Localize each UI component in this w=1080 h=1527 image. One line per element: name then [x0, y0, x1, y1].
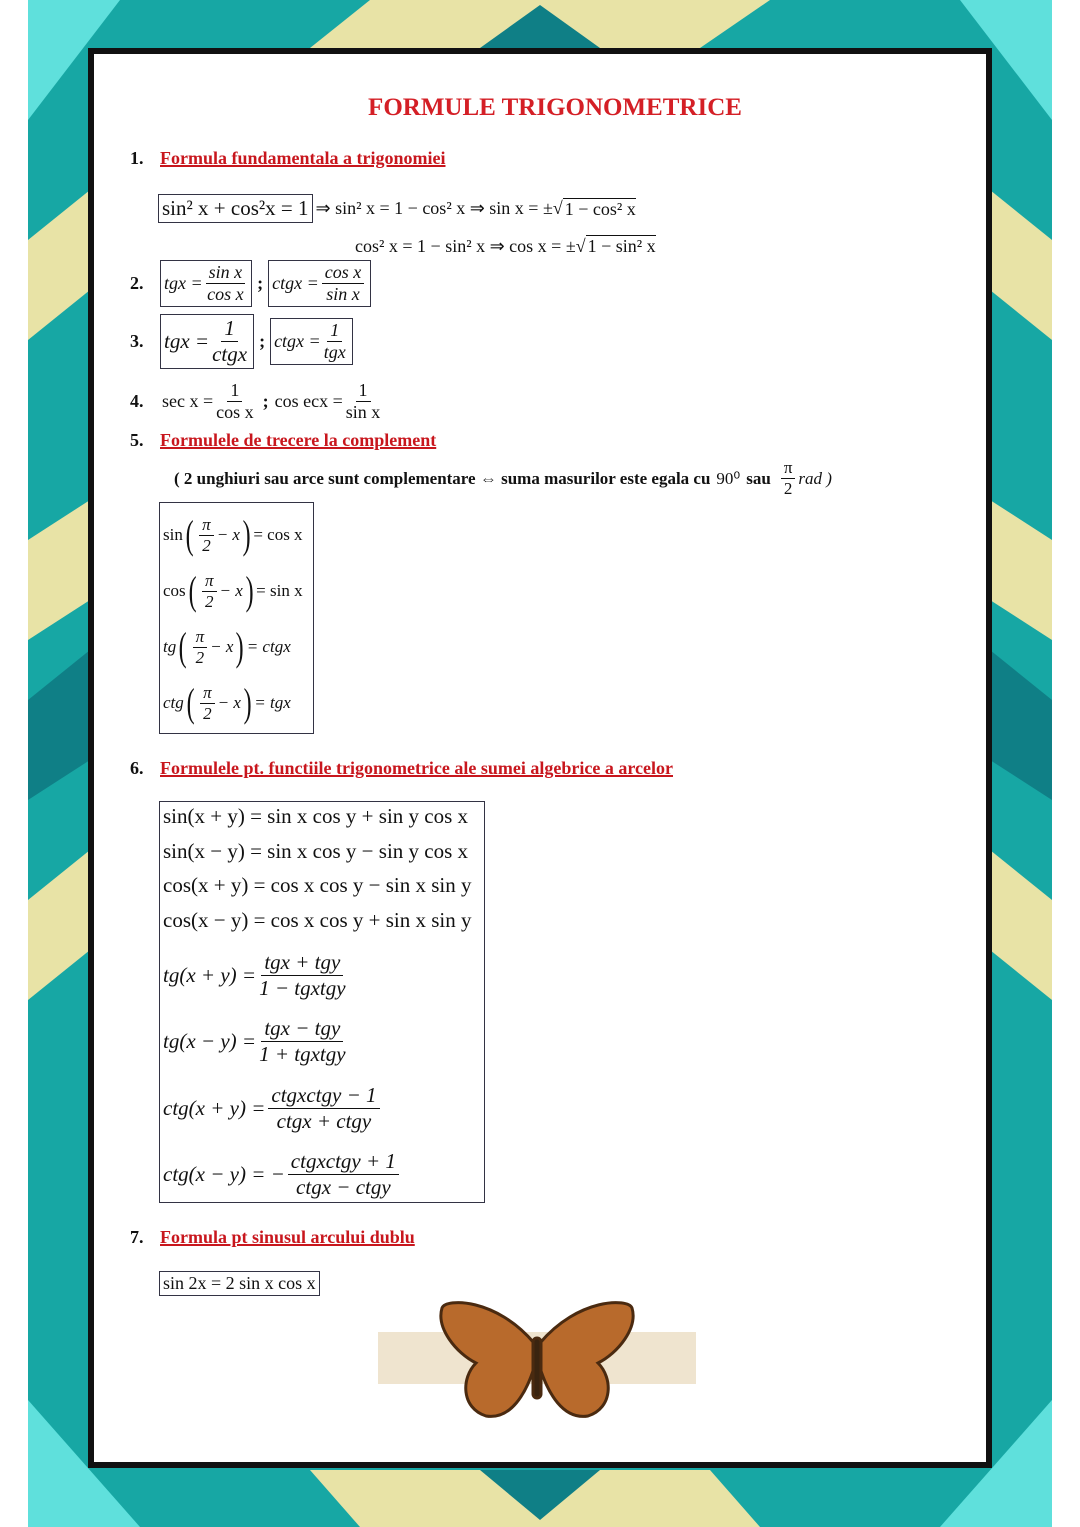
numerator: ctgxctgy + 1	[288, 1149, 399, 1175]
section-heading: Formulele pt. functiile trigonometrice ale sumei algebrice a arcelor	[160, 758, 673, 778]
sum-formula: sin(x + y) = sin x cos y + sin y cos x	[163, 804, 469, 828]
numerator: tgx − tgy	[261, 1016, 343, 1042]
denominator: 2	[205, 591, 214, 611]
fraction	[206, 262, 246, 305]
fundamental-formula-cos	[355, 235, 656, 257]
numerator: tgx + tgy	[261, 950, 343, 976]
sum-formula: cos(x + y) = cos x cos y − sin x sin y	[163, 873, 472, 897]
formula-result: = ctgx	[246, 637, 291, 656]
numerator: π	[193, 627, 208, 648]
sum-formula: cos(x − y) = cos x cos y + sin x sin y	[163, 907, 472, 932]
fraction	[193, 627, 208, 668]
numerator: 1	[227, 380, 242, 402]
fraction	[212, 316, 247, 367]
section-number: 5.	[130, 430, 144, 450]
denominator: 2	[195, 647, 205, 667]
note-text: ( 2 unghiuri sau arce sunt complementare ⇔ suma masurilor este egala cu	[174, 468, 711, 488]
section-heading: Formulele de trecere la complement	[160, 430, 437, 450]
complement-formulas-box	[159, 502, 314, 734]
formula-lhs: tg(x + y) =	[163, 962, 257, 987]
formula-box: sin 2x = 2 sin x cos x	[159, 1271, 320, 1296]
section-number: 3.	[130, 331, 144, 351]
fraction	[216, 380, 254, 423]
formula-text: − x	[217, 693, 241, 712]
formula-text: cos² x = 1 − sin² x ⇒ cos x = ±√	[355, 235, 586, 256]
sum-formula-fraction	[163, 1075, 481, 1142]
formula-lhs: sec x =	[162, 391, 214, 411]
sum-formula-fraction	[163, 1142, 481, 1209]
function-name: sin	[163, 525, 183, 544]
page-title: FORMULE TRIGONOMETRICE	[368, 94, 742, 121]
denominator: cos x	[216, 402, 254, 422]
fraction	[324, 320, 346, 363]
complement-formula: cos ( $\frac{\pi}{2}$ − x ) = sin x	[163, 568, 303, 613]
numerator: π	[202, 571, 217, 592]
section-number: 1.	[130, 148, 144, 168]
fraction	[288, 1149, 399, 1200]
formula-result: = cos x	[253, 525, 303, 544]
numerator: ctgxctgy − 1	[268, 1083, 379, 1109]
denominator: 1 − tgxtgy	[259, 975, 346, 1000]
function-name: cos	[163, 581, 186, 600]
denominator: 2	[783, 479, 793, 498]
formula-lhs: ctgx =	[272, 273, 319, 293]
function-name: tg	[163, 637, 177, 656]
fraction	[268, 1083, 379, 1134]
section-number: 7.	[130, 1227, 144, 1247]
numerator: sin x	[206, 262, 246, 284]
section-number: 4.	[130, 391, 144, 411]
note-rad: rad )	[798, 468, 832, 488]
numerator: 1	[327, 320, 342, 342]
section-number: 2.	[130, 273, 144, 293]
numerator: 1	[356, 380, 371, 402]
complement-formula: sin ( $\frac{\pi}{2}$ − x ) = cos x	[163, 512, 303, 557]
section-6-header	[130, 758, 673, 779]
section-7-header	[130, 1227, 415, 1248]
denominator: 1 + tgxtgy	[259, 1042, 346, 1067]
formula-text: ⇒ sin² x = 1 − cos² x ⇒ sin x = ±√	[315, 198, 563, 218]
section-1-header	[130, 148, 446, 169]
numerator: 1	[221, 316, 238, 342]
separator: ;	[257, 273, 264, 293]
denominator: ctgx + ctgy	[276, 1108, 372, 1133]
denominator: sin x	[326, 284, 360, 304]
section-heading: Formula fundamentala a trigonomiei	[160, 148, 446, 168]
radicand: 1 − sin² x	[587, 236, 656, 256]
formula-lhs: tg(x − y) =	[163, 1029, 257, 1054]
note-text: sau	[746, 468, 771, 488]
formula-box: sin² x + cos²x = 1	[158, 194, 313, 223]
section-3	[130, 314, 353, 369]
fraction	[781, 458, 796, 499]
fraction	[202, 571, 217, 612]
denominator: ctgx	[212, 342, 248, 366]
sum-formula-fraction	[163, 1009, 481, 1076]
fraction	[259, 950, 345, 1001]
note-degrees: 90⁰	[716, 468, 741, 488]
numerator: π	[200, 683, 215, 704]
section-heading: Formula pt sinusul arcului dublu	[160, 1227, 415, 1247]
sum-formula-fraction	[163, 942, 481, 1009]
numerator: π	[199, 515, 214, 536]
fraction	[199, 515, 214, 556]
formula-text: − x	[210, 637, 234, 656]
fraction	[200, 683, 215, 724]
formula-result: = sin x	[256, 581, 303, 600]
formula-lhs: ctg(x − y) = −	[163, 1162, 285, 1187]
denominator: ctgx − ctgy	[296, 1175, 391, 1200]
formula-text: − x	[216, 525, 240, 544]
fraction	[259, 1016, 345, 1067]
sum-formula: sin(x − y) = sin x cos y − sin y cos x	[163, 838, 469, 863]
separator: ;	[262, 391, 269, 411]
complement-formula: tg ( $\frac{\pi}{2}$ − x ) = ctgx	[163, 624, 291, 669]
formula-lhs: tgx =	[164, 329, 210, 353]
denominator: 2	[203, 703, 212, 723]
complement-formula: ctg ( $\frac{\pi}{2}$ − x ) = tgx	[163, 680, 291, 725]
section-4	[130, 380, 383, 423]
numerator: π	[781, 458, 796, 479]
denominator: 2	[202, 535, 211, 555]
butterfly-illustration	[376, 1298, 698, 1422]
section-2	[130, 260, 371, 307]
fraction	[346, 380, 381, 423]
complement-note	[174, 458, 832, 499]
denominator: tgx	[323, 342, 346, 362]
denominator: sin x	[345, 402, 381, 422]
separator: ;	[259, 331, 266, 351]
fraction	[322, 262, 364, 305]
section-number: 6.	[130, 758, 144, 778]
formula-lhs: ctg(x + y) =	[163, 1095, 266, 1120]
function-name: ctg	[163, 693, 184, 712]
formula-text: − x	[219, 581, 243, 600]
formula-lhs: cos ecx =	[274, 391, 343, 411]
section-5-header	[130, 430, 436, 451]
numerator: cos x	[322, 262, 364, 284]
formula-lhs: tgx =	[164, 273, 203, 293]
butterfly-icon	[441, 1303, 633, 1417]
formula-lhs: ctgx =	[274, 331, 321, 351]
sum-formulas-box	[159, 801, 485, 1203]
fundamental-formula	[158, 194, 636, 223]
denominator: cos x	[207, 284, 244, 304]
radicand: 1 − cos² x	[564, 198, 636, 219]
formula-result: = tgx	[254, 693, 291, 712]
